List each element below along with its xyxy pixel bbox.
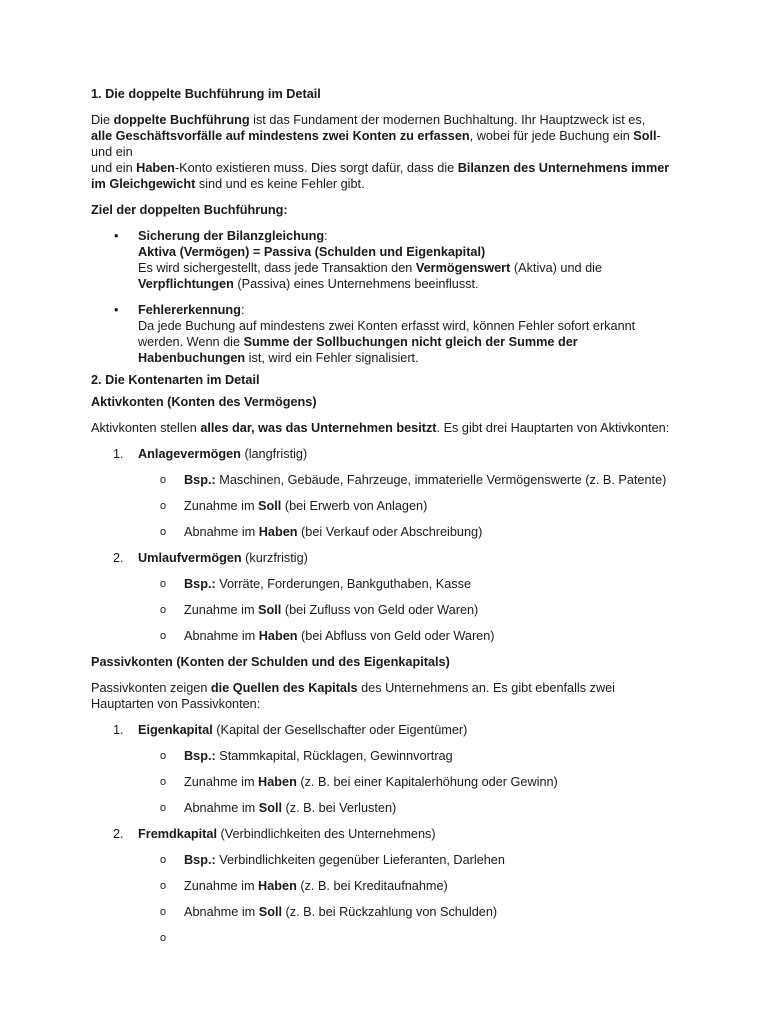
sub-list-item: o Abnahme im Haben (bei Abfluss von Geld oder Waren) [160,629,495,643]
circle-bullet-icon: o [160,578,167,590]
sub-list-item: o Abnahme im Soll (z. B. bei Rückzahlung von Schulden) [160,905,498,919]
sub-list-item: o Zunahme im Soll (bei Zufluss von Geld oder Waren) [160,603,479,617]
bullet-icon: • [114,229,119,243]
aktiv-item-umlauf: 2. Umlaufvermögen (kurzfristig) [113,551,308,565]
aktiv-item-anlage: 1. Anlagevermögen (langfristig) [113,447,308,461]
goals-heading: Ziel der doppelten Buchführung: [91,203,288,217]
aktiv-intro: Aktivkonten stellen alles dar, was das Unternehmen besitzt. Es gibt drei Hauptarten von Aktivkonten: [91,421,670,435]
section-2-heading: 2. Die Kontenarten im Detail [91,373,260,387]
bullet-icon: • [114,303,119,317]
circle-bullet-icon: o [160,932,167,944]
circle-bullet-icon: o [160,880,167,892]
sub-list-item: o Zunahme im Soll (bei Erwerb von Anlagen) [160,499,428,513]
passiv-item-fremdkapital: 2. Fremdkapital (Verbindlichkeiten des Unternehmens) [113,827,436,841]
passiv-intro: Passivkonten zeigen die Quellen des Kapitals des Unternehmens an. Es gibt ebenfalls zwei Hauptarten von Passivkonten: [91,681,615,711]
passiv-item-eigenkapital: 1. Eigenkapital (Kapital der Gesellschafter oder Eigentümer) [113,723,468,737]
circle-bullet-icon: o [160,802,167,814]
sub-list-item: o Bsp.: Vorräte, Forderungen, Bankguthaben, Kasse [160,577,472,591]
circle-bullet-icon: o [160,906,167,918]
sub-list-item: o Zunahme im Haben (z. B. bei Kreditaufnahme) [160,879,448,893]
circle-bullet-icon: o [160,474,167,486]
circle-bullet-icon: o [160,630,167,642]
aktiv-heading: Aktivkonten (Konten des Vermögens) [91,395,317,409]
goal-item-balance: • Sicherung der Bilanzgleichung: Aktiva (Vermögen) = Passiva (Schulden und Eigenkapital) Es wird sichergestellt, dass jede Transaktion den Vermögenswert (Aktiva) und die Verpflichtungen (Passiva) eines Unternehmens beeinflusst. [114,229,603,291]
sub-list-item: o Bsp.: Maschinen, Gebäude, Fahrzeuge, immaterielle Vermögenswerte (z. B. Patente) [160,473,667,487]
circle-bullet-icon: o [160,776,167,788]
circle-bullet-icon: o [160,750,167,762]
circle-bullet-icon: o [160,854,167,866]
document-page [91,86,681,946]
circle-bullet-icon: o [160,526,167,538]
goal-item-error-detection: • Fehlererkennung: Da jede Buchung auf mindestens zwei Konten erfasst wird, können Fehler sofort erkannt werden. Wenn die Summe der Sollbuchungen nicht gleich der Summe der Habenbuchungen ist, wird ein Fehler signalisiert. [114,303,636,365]
sub-list-item: o Bsp.: Stammkapital, Rücklagen, Gewinnvortrag [160,749,453,763]
circle-bullet-icon: o [160,604,167,616]
sub-list-item: o Abnahme im Haben (bei Verkauf oder Abschreibung) [160,525,483,539]
passiv-heading: Passivkonten (Konten der Schulden und des Eigenkapitals) [91,655,450,669]
sub-list-item-empty [91,930,681,946]
sub-list-item: o Abnahme im Soll (z. B. bei Verlusten) [160,801,397,815]
section-1-heading: 1. Die doppelte Buchführung im Detail [91,87,321,101]
sub-list-item: o Zunahme im Haben (z. B. bei einer Kapitalerhöhung oder Gewinn) [160,775,558,789]
circle-bullet-icon: o [160,500,167,512]
section-1-intro: Die doppelte Buchführung ist das Fundament der modernen Buchhaltung. Ihr Hauptzweck ist es, alle Geschäftsvorfälle auf mindestens zwei Konten zu erfassen, wobei für jede Buchung ein Soll- und ein und ein Haben-Konto existieren muss. Dies sorgt dafür, dass die Bilanzen des Unternehmens immer im Gleichgewicht sind und es keine Fehler gibt. [91,113,670,191]
sub-list-item: o Bsp.: Verbindlichkeiten gegenüber Lieferanten, Darlehen [160,853,505,867]
